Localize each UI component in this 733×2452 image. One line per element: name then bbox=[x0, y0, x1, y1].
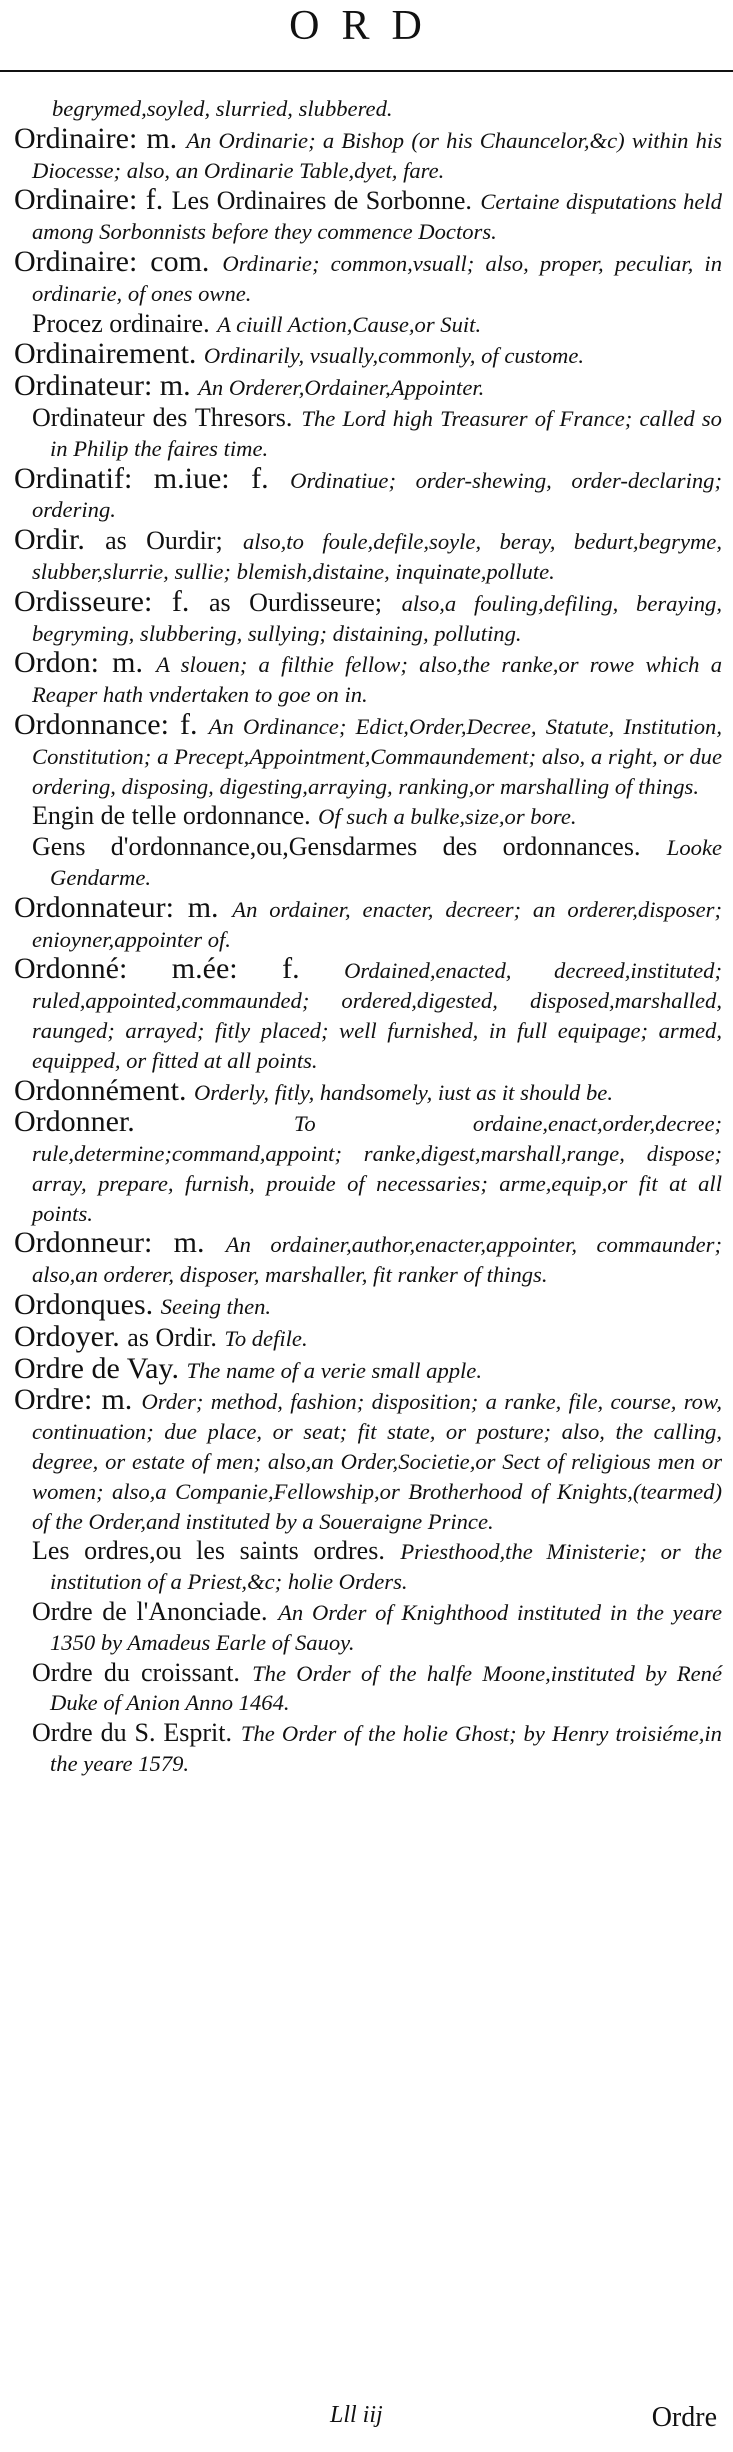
english-definition: also,to foule,defile,soyle, beray, bedurt,begryme, slubber,slurrie, sullie; blemish,distaine, inquinate,pollute. bbox=[32, 529, 722, 584]
french-phrase: Ordinateur des Thresors. bbox=[32, 402, 293, 432]
english-definition: Ordinarie; common,vsuall; also, proper, peculiar, in ordinarie, of ones owne. bbox=[32, 250, 722, 306]
running-head: ORD bbox=[289, 3, 444, 49]
english-definition: Seeing then. bbox=[160, 1294, 272, 1320]
headword: Ordre de Vay. bbox=[14, 1351, 179, 1385]
headword: Ordonques. bbox=[14, 1288, 154, 1322]
headword: Ordonné: m.ée: f. bbox=[14, 952, 300, 986]
english-definition: An Orderer,Ordainer,Appointer. bbox=[198, 375, 485, 401]
dictionary-entry bbox=[14, 584, 722, 649]
english-definition: To ordaine,enact,order,decree; rule,determine;command,appoint; ranke,digest,marshall,range, dispose; array, prepare, furnish, prouide of necessaries; arme,equip,or fit at all points. bbox=[32, 1111, 722, 1226]
headword: Ordre: m. bbox=[14, 1383, 133, 1417]
dictionary-entry bbox=[14, 244, 722, 309]
french-phrase: Les Ordinaires de Sorbonne. bbox=[171, 186, 472, 216]
sub-entry bbox=[32, 832, 722, 893]
headword: Ordinatif: m.iue: f. bbox=[14, 461, 269, 495]
headword: Ordinaire: f. bbox=[14, 183, 164, 217]
dictionary-entry bbox=[14, 890, 722, 955]
english-definition: The name of a verie small apple. bbox=[186, 1357, 482, 1383]
english-definition: An ordainer, enacter, decreer; an orderer,disposer; enioyner,appointer of. bbox=[32, 896, 722, 952]
english-definition: A slouen; a filthie fellow; also,the ranke,or rowe which a Reaper hath vndertaken to goe on in. bbox=[32, 652, 722, 708]
french-phrase: Ordre de l'Anonciade. bbox=[32, 1597, 268, 1627]
sub-entry bbox=[32, 801, 722, 832]
english-definition: Priesthood,the Ministerie; or the institution of a Priest,&c; holie Orders. bbox=[50, 1539, 722, 1595]
english-definition: The Order of the halfe Moone,instituted by René Duke of Anion Anno 1464. bbox=[50, 1660, 722, 1716]
headword: Ordonner. bbox=[14, 1105, 135, 1139]
dictionary-entry bbox=[14, 707, 722, 801]
sub-entry bbox=[32, 403, 722, 464]
french-phrase: Ordre du croissant. bbox=[32, 1657, 240, 1687]
dictionary-entry bbox=[14, 1351, 722, 1386]
headword: Ordinateur: m. bbox=[14, 369, 191, 403]
headword: Ordon: m. bbox=[14, 646, 143, 680]
english-definition: The Lord high Treasurer of France; called so in Philip the faires time. bbox=[50, 405, 722, 461]
headword: Ordinaire: com. bbox=[14, 244, 210, 278]
dictionary-entry bbox=[14, 1228, 722, 1290]
catchword: Ordre bbox=[651, 2402, 717, 2433]
english-definition: begrymed,soyled, slurried, slubbered. bbox=[52, 96, 393, 121]
english-definition: Order; method, fashion; disposition; a ranke, file, course, row, continuation; due place, or seat; fit state, or posture; also, the calling, degree, or estate of men; also,an Order,Societie,or Sect of religious men or women; also,a Companie,Fellowship,or Brotherhood of Knights,(tearmed) of the Order,and instituted by a Soueraigne Prince. bbox=[32, 1389, 722, 1534]
french-phrase: as Ourdir; bbox=[105, 526, 223, 556]
dictionary-entry bbox=[14, 94, 722, 124]
headword: Ordinairement. bbox=[14, 337, 197, 371]
english-definition: The Order of the holie Ghost; by Henry troisiéme,in the yeare 1579. bbox=[50, 1721, 722, 1777]
french-phrase: Engin de telle ordonnance. bbox=[32, 801, 311, 831]
headword: Ordisseure: f. bbox=[14, 584, 190, 618]
french-phrase: Procez ordinaire. bbox=[32, 308, 210, 338]
headword: Ordonnance: f. bbox=[14, 707, 198, 741]
french-phrase: Gens d'ordonnance,ou,Gensdarmes des ordonnances. bbox=[32, 832, 641, 862]
sub-entry bbox=[32, 1718, 722, 1779]
english-definition: An Order of Knighthood instituted in the yeare 1350 by Amadeus Earle of Sauoy. bbox=[50, 1600, 722, 1655]
english-definition: An Ordinarie; a Bishop (or his Chauncelor,&c) within his Diocesse; also, an Ordinarie Table,dyet, fare. bbox=[32, 127, 722, 183]
english-definition: Ordained,enacted, decreed,instituted; ruled,appointed,commaunded; ordered,digested, disposed,marshalled, raunged; arrayed; fitly placed; well furnished, in full equipage; armed, equipped, or fitted at all points. bbox=[32, 958, 722, 1073]
headword: Ordir. bbox=[14, 523, 85, 557]
dictionary-entry bbox=[14, 339, 722, 371]
english-definition: Ordinatiue; order-shewing, order-declaring; ordering. bbox=[32, 467, 722, 523]
english-definition: Orderly, fitly, handsomely, iust as it should be. bbox=[193, 1079, 613, 1105]
page-header bbox=[0, 0, 733, 66]
headword: Ordinaire: m. bbox=[14, 121, 178, 155]
french-phrase: Ordre du S. Esprit. bbox=[32, 1718, 233, 1748]
english-definition: Of such a bulke,size,or bore. bbox=[318, 804, 577, 830]
dictionary-entry bbox=[14, 185, 722, 247]
page-footer bbox=[0, 2402, 733, 2442]
sub-entry bbox=[32, 1536, 722, 1597]
french-phrase: as Ordir. bbox=[127, 1322, 217, 1352]
english-definition: also,a fouling,defiling, beraying, begryming, slubbering, sullying; distaining, polluting. bbox=[32, 590, 722, 646]
english-definition: Ordinarily, vsually,commonly, of custome. bbox=[203, 343, 584, 369]
english-definition: An Ordinance; Edict,Order,Decree, Statute, Institution, Constitution; a Precept,Appointment,Commaundement; also, a right, or due ordering, disposing, digesting,arraying, ranking,or marshalling of things. bbox=[32, 713, 722, 799]
dictionary-entry bbox=[14, 461, 722, 526]
dictionary-entry bbox=[14, 1385, 722, 1536]
headword: Ordoyer. bbox=[14, 1319, 120, 1353]
english-definition: Looke Gendarme. bbox=[50, 835, 722, 890]
dictionary-entry bbox=[14, 121, 722, 186]
dictionary-entry bbox=[14, 525, 722, 587]
sub-entry bbox=[32, 1597, 722, 1658]
french-phrase: Les ordres,ou les saints ordres. bbox=[32, 1536, 385, 1566]
headword: Ordonneur: m. bbox=[14, 1226, 205, 1260]
headword: Ordonnateur: m. bbox=[14, 890, 219, 924]
english-definition: A ciuill Action,Cause,or Suit. bbox=[217, 311, 482, 337]
sub-entry bbox=[32, 309, 722, 340]
dictionary-entry bbox=[14, 1107, 722, 1228]
french-phrase: as Ourdisseure; bbox=[208, 587, 383, 617]
header-rule bbox=[0, 70, 733, 72]
english-definition: Certaine disputations held among Sorbonnists before they commence Doctors. bbox=[32, 189, 722, 245]
dictionary-entry bbox=[14, 1073, 722, 1108]
signature-mark: Lll iij bbox=[330, 2402, 383, 2428]
dictionary-entry bbox=[14, 1319, 722, 1354]
headword: Ordonnément. bbox=[14, 1073, 187, 1107]
dictionary-entries bbox=[14, 94, 722, 1779]
dictionary-entry bbox=[14, 954, 722, 1075]
dictionary-entry bbox=[14, 371, 722, 403]
dictionary-entry bbox=[14, 1290, 722, 1322]
english-definition: To defile. bbox=[224, 1325, 308, 1351]
sub-entry bbox=[32, 1658, 722, 1719]
english-definition: An ordainer,author,enacter,appointer, commaunder; also,an orderer, disposer, marshaller, fit ranker of things. bbox=[32, 1232, 722, 1288]
dictionary-entry bbox=[14, 648, 722, 710]
